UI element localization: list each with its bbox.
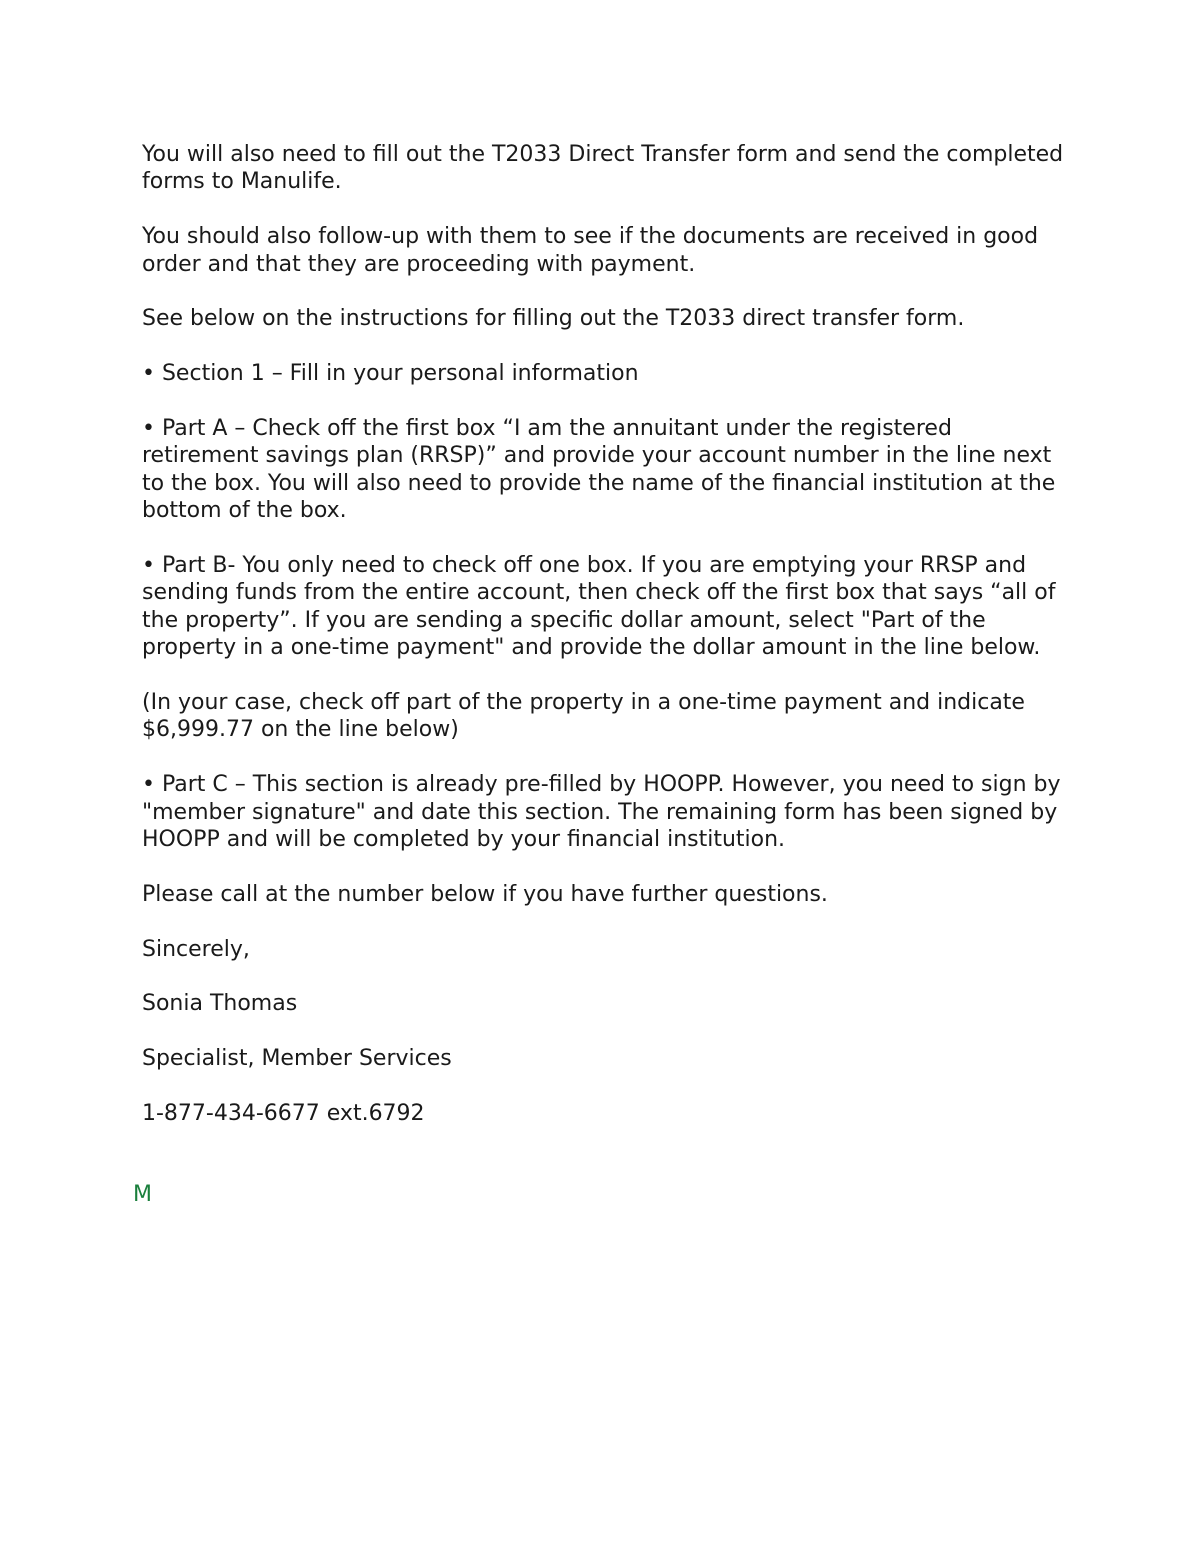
bullet-part-c: • Part C – This section is already pre-filled by HOOPP. However, you need to sign by "member signature" and date this section. The remaining form has been signed by HOOPP and will be completed by your financial institution. bbox=[142, 772, 1061, 853]
letter-body bbox=[142, 141, 1072, 1155]
paragraph-instructions-intro: See below on the instructions for filling out the T2033 direct transfer form. bbox=[142, 306, 965, 332]
signer-phone: 1-877-434-6677 ext.6792 bbox=[142, 1101, 425, 1127]
green-m-mark: M bbox=[133, 1182, 152, 1207]
bullet-part-a: • Part A – Check off the first box “I am the annuitant under the registered retirement savings plan (RRSP)” and provide your account number in the line next to the box. You will also need to provide the name of the financial institution at the bottom of the box. bbox=[142, 416, 1056, 524]
paragraph-follow-up: You should also follow-up with them to see if the documents are received in good order and that they are proceeding with payment. bbox=[142, 224, 1039, 277]
signer-name: Sonia Thomas bbox=[142, 991, 298, 1017]
paragraph-transfer-form: You will also need to fill out the T2033 Direct Transfer form and send the completed forms to Manulife. bbox=[142, 142, 1064, 195]
paragraph-call-us: Please call at the number below if you have further questions. bbox=[142, 881, 828, 907]
signer-title: Specialist, Member Services bbox=[142, 1046, 452, 1072]
bullet-section-1: • Section 1 – Fill in your personal information bbox=[142, 361, 639, 387]
closing-salutation: Sincerely, bbox=[142, 936, 250, 962]
paragraph-your-case: (In your case, check off part of the property in a one-time payment and indicate $6,999.77 on the line below) bbox=[142, 690, 1025, 743]
bullet-part-b: • Part B- You only need to check off one box. If you are emptying your RRSP and sending funds from the entire account, then check off the first box that says “all of the property”. If you are sending a specific dollar amount, select "Part of the property in a one-time payment" and provide the dollar amount in the line below. bbox=[142, 553, 1056, 661]
